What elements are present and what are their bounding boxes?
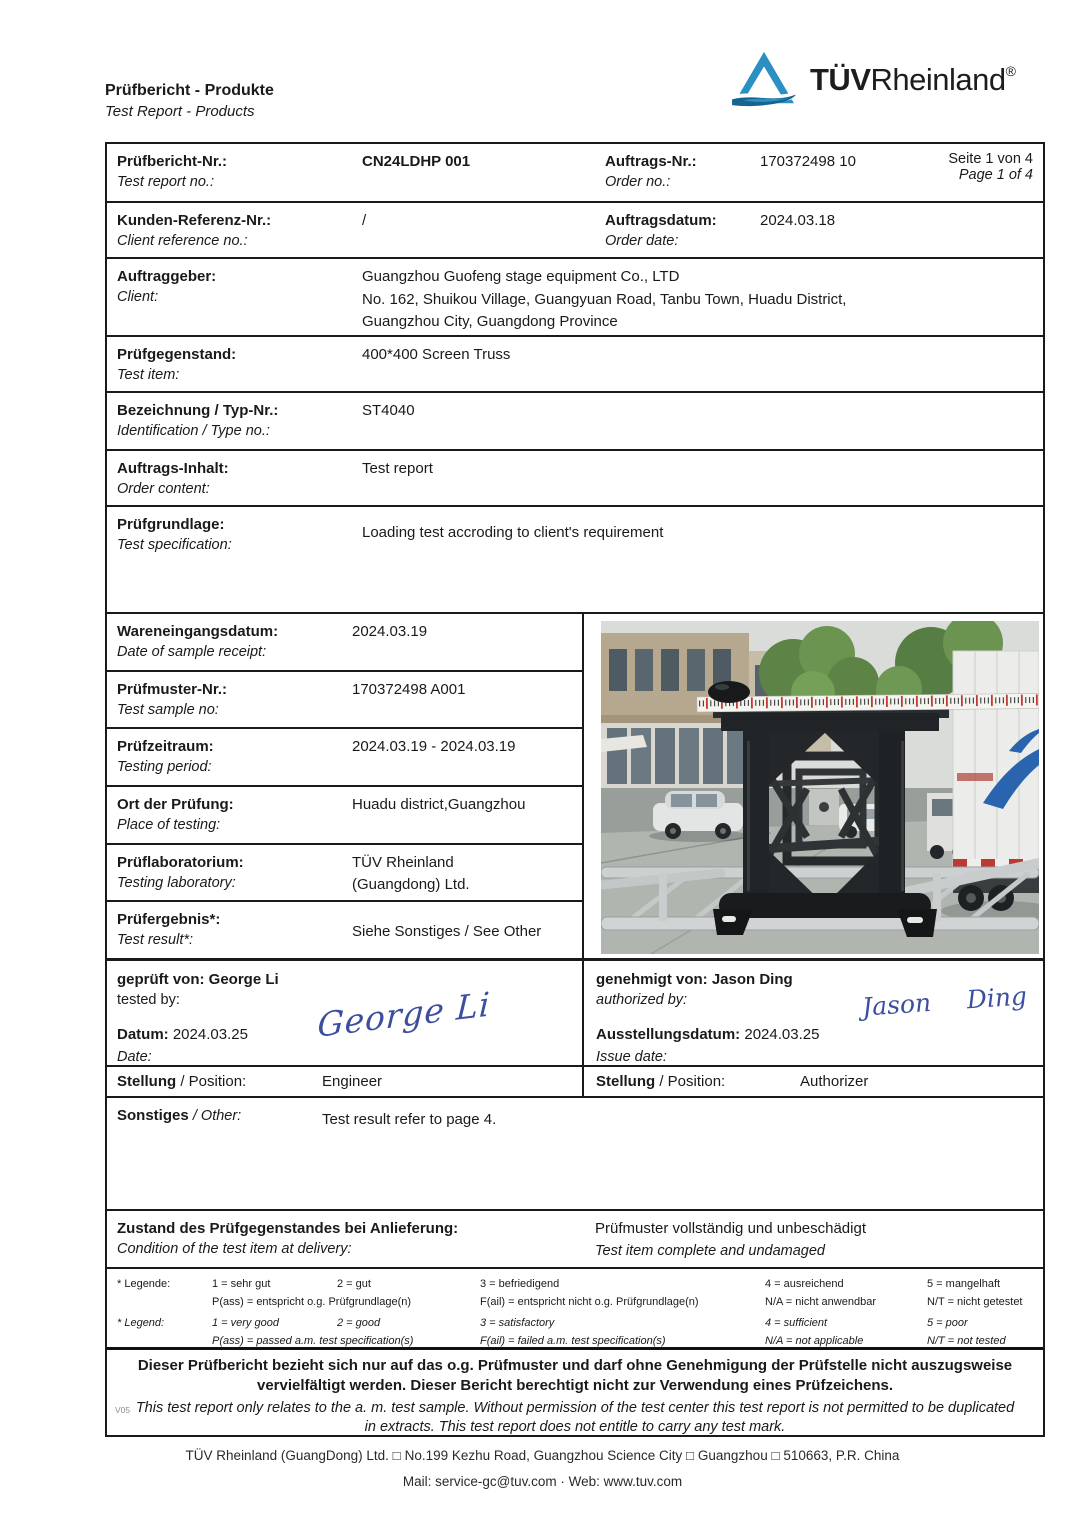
test-result-value: Siehe Sonstiges / See Other [352,923,542,941]
test-item-value: 400*400 Screen Truss [362,346,511,363]
tuv-triangle-icon [730,50,798,110]
form-version: V05 [115,1405,131,1415]
row-identification [107,391,1043,449]
date-label-de: Datum: [117,1026,169,1044]
legend-en: * Legend: 1 = very good 2 = good 3 = satisfactory 4 = sufficient 5 = poor P(ass) = passed a.m. test specification(s) F(ail) = failed a.m. test specification(s) N/A = not applicable N/T = not tested [117,1317,1006,1348]
laboratory-value: TÜV Rheinland (Guangdong) Ltd. [352,853,470,894]
row-client-ref [107,201,1043,257]
sample-no-label: Prüfmuster-Nr.: Test sample no: [117,680,228,718]
test-item-label: Prüfgegenstand: Test item: [117,346,237,383]
test-spec-value: Loading test accroding to client's requirement [362,524,664,541]
order-content-value: Test report [362,460,433,477]
sample-info-rows [107,614,584,958]
page-indicator-en: Page 1 of 4 [958,167,1033,183]
report-info-table [105,142,1045,1437]
test-item-photo [601,621,1039,954]
other-value: Test result refer to page 4. [322,1111,497,1128]
receipt-date-value: 2024.03.19 [352,623,428,640]
row-report-no [107,144,1043,201]
row-sample-no [107,670,582,728]
row-receipt-date [107,614,582,670]
sample-section [107,612,1043,958]
sample-no-value: 170372498 A001 [352,680,466,698]
tested-by-label-de: geprüft von: George Li [117,971,279,988]
footer-address: TÜV Rheinland (GuangDong) Ltd. □ No.199 Kezhu Road, Guangzhou Science City □ Guangzhou □ 510663, P.R. China [185,1448,900,1463]
place-of-testing-label: Ort der Prüfung: Place of testing: [117,796,234,834]
document-title [105,82,274,120]
tuv-rheinland-logo [730,50,1015,110]
row-laboratory [107,843,582,901]
row-place-of-testing [107,785,582,843]
order-date-label: Auftragsdatum: Order date: [605,212,717,249]
client-ref-value: / [362,212,367,229]
page-indicator-de: Seite 1 von 4 [948,151,1033,167]
row-test-result [107,900,582,958]
logo-rheinland: Rheinland [870,62,1006,97]
report-no-label: Prüfbericht-Nr.: Test report no.: [117,153,228,190]
condition-value: Prüfmuster vollständig und unbeschädigt Test item complete and undamaged [595,1220,866,1259]
identification-label: Bezeichnung / Typ-Nr.: Identification / Type no.: [117,402,279,439]
row-order-content [107,449,1043,505]
authorized-position-value: Authorizer [800,1073,869,1090]
row-other [107,1096,1043,1209]
title-de: Prüfbericht - Produkte [105,82,274,99]
row-condition [107,1209,1043,1267]
disclaimer-box [107,1347,1043,1435]
order-date-value: 2024.03.18 [760,212,836,229]
testing-period-label: Prüfzeitraum: Testing period: [117,738,214,776]
logo-registered-mark: ® [1005,63,1016,79]
legend-section [107,1267,1043,1347]
footer-contact: Mail: service-gc@tuv.com · Web: www.tuv.com [402,1473,683,1489]
issue-date-label-en: Issue date: [596,1048,667,1065]
report-no-value: CN24LDHP 001 [362,153,471,170]
row-client [107,257,1043,335]
issue-date [596,1024,1043,1067]
tested-position-row: Stellung / Position: Engineer [107,1065,584,1096]
page-indicator [908,151,1033,201]
receipt-date-label: Wareneingangsdatum: Date of sample receipt: [117,623,279,660]
row-test-item [107,335,1043,391]
truss-photo-illustration [601,621,1039,954]
authorized-by-signature: Jason Ding [861,981,1028,1022]
title-en: Test Report - Products [105,103,255,120]
test-result-label: Prüfergebnis*: Test result*: [117,911,221,949]
authorized-by-cell [584,961,1043,1065]
tested-by-label-en: tested by: [117,992,180,1008]
authorized-by-label-de: genehmigt von: Jason Ding [596,971,793,988]
client-label: Auftraggeber: Client: [117,268,217,305]
legend-de: * Legende: 1 = sehr gut 2 = gut 3 = befriedigend 4 = ausreichend 5 = mangelhaft P(ass) = entspricht o.g. Prüfgrundlage(n) F(ail) = entspricht nicht o.g. Prüfgrundlage(n) N/A = nicht anwendbar N/T = nicht getestet [117,1278,1023,1309]
laboratory-label: Prüflaboratorium: Testing laboratory: [117,853,244,891]
footer [0,1443,1085,1494]
client-ref-label: Kunden-Referenz-Nr.: Client reference no.: [117,212,272,249]
other-label: Sonstiges / Other: [117,1107,242,1124]
testing-period-value: 2024.03.19 - 2024.03.19 [352,738,516,756]
condition-label: Zustand des Prüfgegenstandes bei Anlieferung: Condition of the test item at delivery: [117,1220,459,1257]
place-of-testing-value: Huadu district,Guangzhou [352,796,526,814]
tested-by-signature: George Li [316,984,492,1045]
disclaimer-en: This test report only relates to the a. m. test sample. Without permission of the test center this test report is not permitted to be duplicated in extracts. This test report does not entitle to carry any test mark. [135,1399,1015,1436]
logo-tuv: TÜV [810,62,871,97]
tested-by-cell [107,961,584,1065]
client-value: Guangzhou Guofeng stage equipment Co., LTD No. 162, Shuikou Village, Guangyuan Road, Tanbu Town, Huadu District, Guangzhou City, Guangdong Province [362,268,847,330]
row-testing-period [107,727,582,785]
order-no-value: 170372498 10 [760,153,856,170]
approval-section [107,958,1043,1096]
identification-value: ST4040 [362,402,415,419]
issue-date-label-de: Ausstellungsdatum: [596,1026,741,1044]
row-test-spec [107,505,1043,612]
order-no-label: Auftrags-Nr.: Order no.: [605,153,697,190]
authorized-position-row: Stellung / Position: Authorizer [584,1065,1043,1096]
photo-cell [584,614,1043,958]
date-label-en: Date: [117,1048,152,1065]
date-value: 2024.03.25 [172,1026,248,1044]
logo-wordmark [810,62,1015,98]
authorized-by-label-en: authorized by: [596,992,688,1008]
issue-date-value: 2024.03.25 [744,1026,820,1044]
disclaimer-de: Dieser Prüfbericht bezieht sich nur auf das o.g. Prüfmuster und darf ohne Genehmigung der Prüfstelle nicht auszugsweise vervielfältigt werden. Dieser Bericht berechtigt nicht zur Verwendung eines Prüfzeichens. [137,1357,1013,1395]
order-content-label: Auftrags-Inhalt: Order content: [117,460,229,497]
test-spec-label: Prüfgrundlage: Test specification: [117,516,232,553]
tested-position-value: Engineer [322,1073,383,1090]
